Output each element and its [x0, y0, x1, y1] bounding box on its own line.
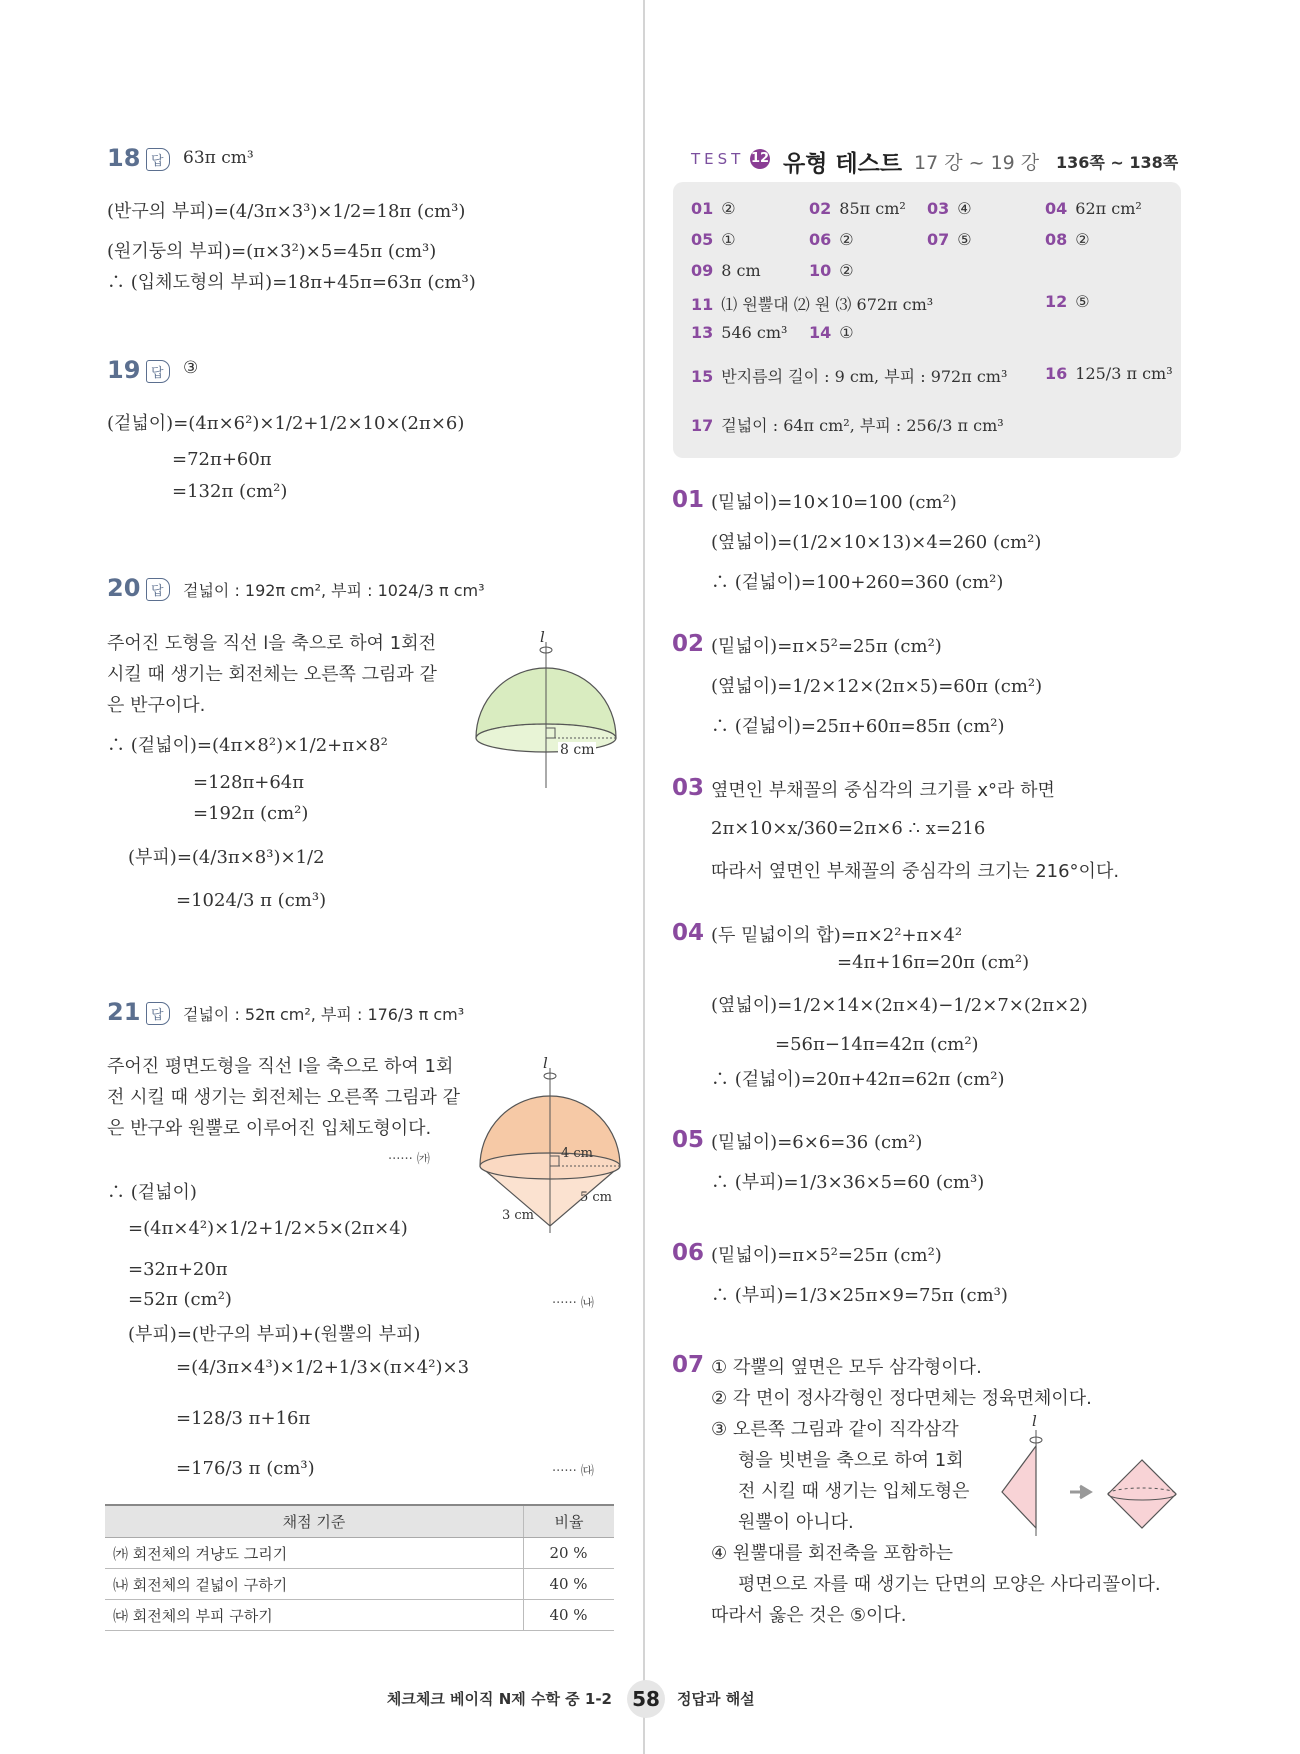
description-line: 주어진 평면도형을 직선 l을 축으로 하여 1회: [107, 1056, 454, 1077]
step-marker: ······ ㈎: [388, 1152, 430, 1167]
solution-line: ∴ (겉넓이): [107, 1182, 197, 1203]
answer-key-item: 15 반지름의 길이 : 9 cm, 부피 : 972π cm³: [691, 367, 1008, 386]
solution-line: 원뿔이 아니다.: [738, 1512, 854, 1533]
solution-line: 옆면인 부채꼴의 중심각의 크기를 x°라 하면: [711, 780, 1055, 801]
problem-number-20: 20: [107, 574, 141, 602]
solution-line: ② 각 면이 정사각형인 정다면체는 정육면체이다.: [711, 1388, 1092, 1409]
solution-line: (밑넓이)=π×5²=25π (cm²): [711, 1245, 942, 1266]
answer-key-item: 07 ⑤: [927, 230, 972, 249]
answer-text-19: ③: [183, 358, 199, 378]
problem-number-19: 19: [107, 356, 141, 384]
answer-key-item: 16 125/3 π cm³: [1045, 364, 1173, 383]
section-title: 정답과 해설: [677, 1690, 755, 1708]
solution-line: =72π+60π: [172, 449, 272, 470]
description-line: 전 시킬 때 생기는 회전체는 오른쪽 그림과 같: [107, 1087, 461, 1108]
answer-text-18: 63π cm³: [183, 148, 254, 168]
answer-text-20: 겉넓이 : 192π cm², 부피 : 1024/3 π cm³: [183, 581, 485, 600]
solution-line: 평면으로 자를 때 생기는 단면의 모양은 사다리꼴이다.: [738, 1574, 1161, 1595]
solution-line: =(4π×4²)×1/2+1/2×5×(2π×4): [128, 1218, 408, 1239]
description-line: 주어진 도형을 직선 l을 축으로 하여 1회전: [107, 633, 436, 654]
answer-key-item: 13 546 cm³: [691, 323, 788, 342]
solution-line: =(4/3π×4³)×1/2+1/3×(π×4²)×3: [176, 1357, 470, 1378]
solution-line: (밑넓이)=6×6=36 (cm²): [711, 1132, 923, 1153]
answer-key-item: 02 85π cm²: [809, 199, 906, 218]
solution-line: (원기둥의 부피)=(π×3²)×5=45π (cm³): [107, 241, 437, 262]
solution-line: (밑넓이)=π×5²=25π (cm²): [711, 636, 942, 657]
table-cell: ㈐ 회전체의 부피 구하기: [105, 1600, 524, 1631]
answer-key-item: 08 ②: [1045, 230, 1090, 249]
solution-line: (두 밑넓이의 합)=π×2²+π×4²: [711, 925, 963, 946]
solution-line: ∴ (부피)=1/3×25π×9=75π (cm³): [711, 1285, 1008, 1306]
answer-key-item: 04 62π cm²: [1045, 199, 1142, 218]
solution-line: (옆넓이)=(1/2×10×13)×4=260 (cm²): [711, 532, 1042, 553]
solution-line: (반구의 부피)=(4/3π×3³)×1/2=18π (cm³): [107, 201, 466, 222]
solution-line: =32π+20π: [128, 1259, 228, 1280]
answer-key-item: 11 ⑴ 원뿔대 ⑵ 원 ⑶ 672π cm³: [691, 295, 934, 314]
height-label: 3 cm: [502, 1208, 535, 1223]
table-cell: 40 %: [524, 1569, 615, 1600]
table-cell: ㈎ 회전체의 겨냥도 그리기: [105, 1538, 524, 1569]
hemisphere-figure: [466, 628, 626, 793]
test-title: 유형 테스트: [783, 151, 903, 177]
table-cell: ㈏ 회전체의 겉넓이 구하기: [105, 1569, 524, 1600]
solution-line: 따라서 옳은 것은 ⑤이다.: [711, 1605, 907, 1626]
step-marker: ······ ㈐: [552, 1464, 594, 1479]
solution-line: (부피)=(반구의 부피)+(원뿔의 부피): [128, 1324, 421, 1345]
test-pages: 136쪽 ~ 138쪽: [1056, 153, 1179, 172]
test-label: TEST: [691, 150, 745, 168]
radius-label: 4 cm: [561, 1146, 594, 1161]
table-header: 비율: [524, 1505, 615, 1538]
page-divider: [643, 0, 645, 1754]
slant-label: 5 cm: [580, 1190, 613, 1205]
solution-line: (밑넓이)=10×10=100 (cm²): [711, 492, 957, 513]
solution-line: 따라서 옆면인 부채꼴의 중심각의 크기는 216°이다.: [711, 861, 1120, 882]
description-line: 은 반구와 원뿔로 이루어진 입체도형이다.: [107, 1118, 432, 1139]
table-row: [105, 1600, 614, 1631]
page-number: 58: [627, 1680, 665, 1718]
solution-line: =1024/3 π (cm³): [176, 890, 327, 911]
answer-key-item: 14 ①: [809, 323, 854, 342]
table-row: [105, 1538, 614, 1569]
answer-badge: 답: [146, 578, 170, 601]
solution-number-06: 06: [672, 1240, 705, 1266]
rotation-figure: [990, 1418, 1190, 1538]
description-line: 시킬 때 생기는 회전체는 오른쪽 그림과 같: [107, 664, 437, 685]
answer-key-item: 06 ②: [809, 230, 854, 249]
axis-label: l: [1032, 1412, 1037, 1430]
solution-line: 전 시킬 때 생기는 입체도형은: [738, 1481, 970, 1502]
solution-number-01: 01: [672, 487, 705, 513]
solution-line: =132π (cm²): [172, 481, 288, 502]
solution-line: (겉넓이)=(4π×6²)×1/2+1/2×10×(2π×6): [107, 413, 465, 434]
answer-key-item: 05 ①: [691, 230, 736, 249]
solution-number-07: 07: [672, 1352, 705, 1378]
axis-label: l: [540, 628, 545, 646]
table-row: [105, 1569, 614, 1600]
answer-key-item: 10 ②: [809, 261, 854, 280]
radius-label: 8 cm: [560, 742, 595, 758]
test-lessons: 17 강 ~ 19 강: [914, 152, 1040, 174]
answer-badge: 답: [146, 1002, 170, 1025]
solution-line: ∴ (부피)=1/3×36×5=60 (cm³): [711, 1172, 985, 1193]
problem-number-18: 18: [107, 144, 141, 172]
table-header: 채점 기준: [105, 1505, 524, 1538]
scoring-table: [105, 1504, 614, 1631]
solution-line: ④ 원뿔대를 회전축을 포함하는: [711, 1543, 953, 1564]
solution-line: ① 각뿔의 옆면은 모두 삼각형이다.: [711, 1357, 982, 1378]
solution-line: =176/3 π (cm³): [176, 1458, 315, 1479]
answer-badge: 답: [146, 360, 170, 383]
solution-line: ∴ (입체도형의 부피)=18π+45π=63π (cm³): [107, 272, 476, 293]
axis-label: l: [543, 1054, 548, 1072]
solution-number-02: 02: [672, 631, 705, 657]
answer-text-21: 겉넓이 : 52π cm², 부피 : 176/3 π cm³: [183, 1005, 465, 1024]
solution-number-05: 05: [672, 1127, 705, 1153]
test-number: 12: [750, 149, 770, 169]
solution-line: 2π×10×x/360=2π×6 ∴ x=216: [711, 818, 986, 839]
solution-line: ∴ (겉넓이)=(4π×8²)×1/2+π×8²: [107, 735, 388, 756]
solution-line: =4π+16π=20π (cm²): [837, 952, 1030, 973]
solution-line: (부피)=(4/3π×8³)×1/2: [128, 847, 325, 868]
solution-number-03: 03: [672, 775, 705, 801]
answer-key-item: 01 ②: [691, 199, 736, 218]
solution-line: =192π (cm²): [193, 803, 309, 824]
book-title: 체크체크 베이직 N제 수학 중 1-2: [386, 1690, 612, 1708]
solution-line: ∴ (겉넓이)=100+260=360 (cm²): [711, 572, 1004, 593]
solution-line: (옆넓이)=1/2×12×(2π×5)=60π (cm²): [711, 676, 1043, 697]
table-cell: 40 %: [524, 1600, 615, 1631]
solution-line: ∴ (겉넓이)=20π+42π=62π (cm²): [711, 1069, 1005, 1090]
solution-line: =128/3 π+16π: [176, 1408, 311, 1429]
problem-number-21: 21: [107, 998, 141, 1026]
answer-key-item: 03 ④: [927, 199, 972, 218]
solution-line: =56π−14π=42π (cm²): [775, 1034, 979, 1055]
table-cell: 20 %: [524, 1538, 615, 1569]
answer-badge: 답: [146, 148, 170, 171]
answer-key-item: 09 8 cm: [691, 261, 761, 280]
solution-line: =52π (cm²): [128, 1289, 232, 1310]
solution-number-04: 04: [672, 920, 705, 946]
solution-line: 형을 빗변을 축으로 하여 1회: [738, 1450, 964, 1471]
hemisphere-cone-figure: [470, 1058, 630, 1238]
solution-line: =128π+64π: [193, 772, 305, 793]
answer-key-item: 12 ⑤: [1045, 292, 1090, 311]
solution-line: ③ 오른쪽 그림과 같이 직각삼각: [711, 1419, 959, 1440]
answer-key-item: 17 겉넓이 : 64π cm², 부피 : 256/3 π cm³: [691, 416, 1004, 435]
step-marker: ······ ㈏: [552, 1296, 594, 1311]
solution-line: ∴ (겉넓이)=25π+60π=85π (cm²): [711, 716, 1005, 737]
solution-line: (옆넓이)=1/2×14×(2π×4)−1/2×7×(2π×2): [711, 995, 1088, 1016]
description-line: 은 반구이다.: [107, 695, 206, 716]
